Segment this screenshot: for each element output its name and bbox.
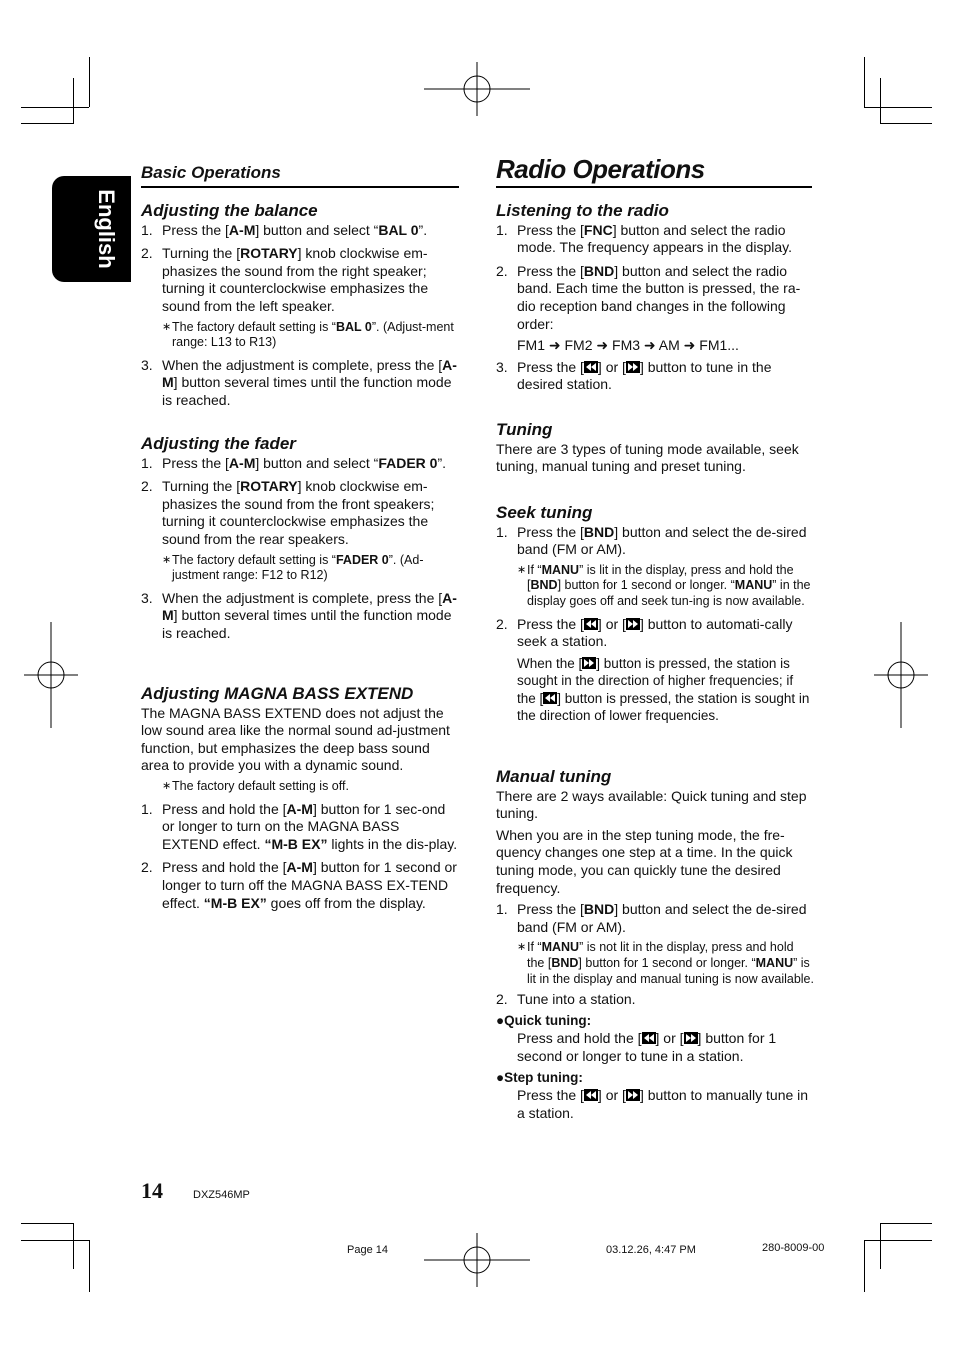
- text: The factory default setting is “: [172, 319, 336, 334]
- crop-mark: [880, 78, 881, 124]
- text: Press the [: [517, 1087, 584, 1104]
- manual-para-1: There are 2 ways available: Quick tuning and step tuning.: [496, 787, 807, 822]
- text: Quick tuning:: [504, 1012, 592, 1028]
- list-item: [141, 801, 459, 854]
- list-item: [496, 263, 814, 333]
- text: Press the [: [517, 901, 584, 918]
- button-name: A-M: [286, 859, 313, 876]
- button-name: A-M: [228, 454, 256, 471]
- crop-mark: [21, 107, 89, 108]
- tuning-section: [496, 421, 814, 480]
- button-name: A-M: [162, 356, 457, 391]
- rewind-icon: [584, 361, 598, 373]
- balance-section: [141, 202, 459, 414]
- crop-mark: [21, 1223, 73, 1224]
- text: When the adjustment is complete, press the [: [162, 589, 443, 606]
- text: ”.: [418, 221, 428, 238]
- quick-tuning-text: [496, 1030, 814, 1065]
- setting-name: BAL 0: [378, 221, 419, 238]
- note: [517, 940, 814, 987]
- step-number: 1.: [141, 800, 153, 817]
- manual-heading: Manual tuning: [496, 767, 612, 786]
- listening-section: [496, 202, 814, 398]
- listening-heading: Listening to the radio: [496, 201, 669, 220]
- section-rule: [141, 186, 459, 188]
- text: ] button to manually tune in a station.: [517, 1087, 809, 1121]
- display-text: MANU: [541, 562, 580, 577]
- list-item: [496, 616, 814, 651]
- step-number: 2.: [496, 615, 508, 632]
- step-number: 1.: [141, 454, 153, 471]
- text: ] or [: [597, 358, 626, 375]
- text: Tune into a station.: [517, 991, 636, 1008]
- button-name: ROTARY: [240, 245, 298, 262]
- button-name: A-M: [286, 800, 313, 817]
- text: ] button is pressed, the station is sought in the direction of lower frequencies.: [517, 690, 810, 724]
- text: Press and hold the [: [162, 859, 287, 876]
- button-name: BND: [551, 955, 579, 970]
- step-number: 1.: [141, 221, 153, 238]
- list-item: [141, 455, 459, 473]
- text: ] button several times until the function mode is reached.: [162, 374, 452, 408]
- text: ] button and select the de-sired band (FM or AM).: [517, 523, 807, 558]
- text: Press the [: [517, 615, 584, 632]
- display-text: MANU: [734, 578, 773, 593]
- registration-mark: [424, 62, 530, 116]
- text: When the [: [517, 655, 583, 671]
- button-name: BND: [530, 578, 558, 593]
- button-name: A-M: [228, 221, 256, 238]
- text: If “: [527, 940, 542, 955]
- button-name: ROTARY: [240, 478, 298, 495]
- title-rule: [496, 186, 812, 188]
- step-number: 1.: [496, 221, 508, 238]
- button-name: BND: [583, 901, 615, 918]
- text: ] or [: [597, 615, 626, 632]
- note: [162, 779, 459, 795]
- band-order: FM1 ➜ FM2 ➜ FM3 ➜ AM ➜ FM1...: [517, 337, 739, 354]
- list-item: [141, 222, 459, 240]
- fast-forward-icon: [626, 618, 640, 630]
- crop-mark: [880, 1223, 932, 1224]
- step-number: 2.: [141, 245, 153, 262]
- crop-mark: [21, 123, 73, 124]
- rewind-icon: [584, 618, 598, 630]
- crop-mark: [864, 57, 865, 107]
- display-text: MANU: [755, 955, 794, 970]
- text: ] button for 1 second or longer. “: [557, 578, 735, 593]
- bass-heading: Adjusting MAGNA BASS EXTEND: [141, 684, 414, 703]
- step-number: 1.: [496, 901, 508, 918]
- page-number: 14: [141, 1178, 163, 1203]
- seek-heading: Seek tuning: [496, 503, 593, 522]
- button-name: BND: [583, 262, 615, 279]
- left-column: [141, 160, 459, 183]
- setting-name: FADER 0: [335, 552, 389, 567]
- step-number: 1.: [496, 523, 508, 540]
- text: ] button and select the radio mode. The frequency appears in the display.: [517, 221, 792, 256]
- text: goes off from the display.: [266, 894, 426, 911]
- crop-mark: [864, 1240, 932, 1241]
- crop-mark: [864, 1240, 865, 1292]
- text: Press the [: [517, 358, 584, 375]
- list-item: [141, 590, 459, 643]
- crop-mark: [73, 78, 74, 124]
- tuning-text: There are 3 types of tuning mode available, seek tuning, manual tuning and preset tuning.: [496, 440, 799, 475]
- manual-section: [496, 768, 814, 1122]
- rewind-icon: [584, 1089, 598, 1101]
- setting-name: BAL 0: [335, 319, 372, 334]
- asterisk-icon: ∗: [162, 553, 172, 566]
- fast-forward-icon: [626, 1089, 640, 1101]
- text: ] button for 1 sec-ond or longer to turn on the MAGNA BASS EXTEND effect.: [162, 800, 446, 852]
- text: The factory default setting is “: [172, 552, 336, 567]
- list-item: [141, 859, 459, 912]
- bullet-icon: ●: [496, 1012, 505, 1028]
- text: ] button and select the de-sired band (FM or AM).: [517, 901, 807, 935]
- text: Turning the [: [162, 245, 241, 262]
- step-number: 3.: [141, 356, 153, 373]
- text: Press and hold the [: [517, 1030, 642, 1047]
- step-number: 2.: [496, 262, 508, 279]
- fast-forward-icon: [626, 361, 640, 373]
- quick-tuning-label: [496, 1013, 814, 1029]
- text: ] button several times until the function mode is reached.: [162, 607, 452, 641]
- text: ] button is pressed, the station is sought in the direction of higher frequencies; if the [: [517, 655, 794, 706]
- text: Turning the [: [162, 478, 241, 495]
- rewind-icon: [642, 1032, 656, 1044]
- text: ] button and select “: [255, 221, 379, 238]
- text: ] button for 1 second or longer to turn off the MAGNA BASS EX-TEND effect.: [162, 859, 457, 911]
- display-text: “M-B EX”: [203, 894, 267, 911]
- list-item: [141, 357, 459, 410]
- text: ” is lit in the display, press and hold the [: [527, 562, 794, 593]
- text: ” is lit in the display and manual tuning is now available.: [527, 955, 814, 986]
- step-number: 2.: [496, 991, 508, 1008]
- balance-heading: Adjusting the balance: [141, 201, 318, 220]
- list-item: [141, 245, 459, 315]
- bullet-icon: ●: [496, 1069, 505, 1085]
- fast-forward-icon: [582, 657, 596, 669]
- list-item: [141, 478, 459, 548]
- text: Press and hold the [: [162, 800, 287, 817]
- text: ] button for 1 second or longer to tune in a station.: [517, 1030, 777, 1064]
- step-number: 3.: [496, 358, 508, 375]
- asterisk-icon: ∗: [517, 941, 527, 954]
- crop-mark: [864, 107, 932, 108]
- setting-name: FADER 0: [378, 454, 438, 471]
- step-number: 3.: [141, 589, 153, 606]
- text: ] button and select “: [255, 454, 379, 471]
- page-title: Radio Operations: [496, 154, 705, 184]
- crop-mark: [21, 1240, 89, 1241]
- text: When the adjustment is complete, press the [: [162, 356, 443, 373]
- text: Press the [: [517, 221, 584, 238]
- language-tab: [52, 176, 131, 282]
- list-item: [496, 524, 814, 559]
- crop-mark: [73, 1223, 74, 1269]
- note: [162, 320, 459, 351]
- text: ] or [: [655, 1030, 684, 1047]
- tuning-heading: Tuning: [496, 420, 553, 439]
- crop-mark: [880, 1223, 881, 1269]
- list-item: [496, 901, 814, 936]
- text: Press the [: [517, 523, 584, 540]
- print-datetime: 03.12.26, 4:47 PM: [606, 1244, 696, 1256]
- seek-section: [496, 504, 814, 725]
- asterisk-icon: ∗: [162, 779, 172, 792]
- text: ”.: [437, 454, 447, 471]
- list-item: [496, 991, 814, 1009]
- language-tab-label: English: [94, 189, 119, 269]
- text: ] button to tune in the desired station.: [517, 358, 772, 393]
- text: ” is not lit in the display, press and hold the [: [527, 940, 794, 970]
- list-item: [496, 222, 814, 257]
- step-number: 2.: [141, 859, 153, 876]
- note: [517, 563, 814, 610]
- rewind-icon: [543, 692, 557, 704]
- registration-mark: [24, 622, 78, 728]
- text: Step tuning:: [504, 1069, 583, 1085]
- crop-mark: [89, 1240, 90, 1292]
- text: The factory default setting is off.: [172, 778, 349, 793]
- registration-mark: [424, 1233, 530, 1287]
- asterisk-icon: ∗: [517, 563, 527, 576]
- asterisk-icon: ∗: [162, 320, 172, 333]
- button-name: FNC: [583, 221, 613, 238]
- text: ] knob clockwise em-phasizes the sound from the right speaker; turning it counterclockwise emphasizes the sound from the left speaker.: [162, 245, 429, 314]
- text: Press the [: [517, 262, 584, 279]
- note: [162, 553, 459, 584]
- bass-intro: The MAGNA BASS EXTEND does not adjust the low sound area like the normal sound ad-justment function, but emphasizes the deep bass sound area to provide you with a dynamic sound.: [141, 704, 450, 774]
- seek-detail: [496, 655, 814, 725]
- step-tuning-label: [496, 1070, 814, 1086]
- text: ” in the display goes off and seek tun-ing is now available.: [527, 578, 811, 608]
- text: ] button for 1 second or longer. “: [578, 955, 756, 970]
- text: lights in the dis-play.: [327, 835, 458, 852]
- button-name: BND: [583, 523, 615, 540]
- print-page-label: Page 14: [347, 1244, 388, 1256]
- manual-para-2: When you are in the step tuning mode, the fre-quency changes one step at a time. In the quick tuning mode, you can quickly tune the desired frequency.: [496, 826, 793, 896]
- text: ] button and select the radio band. Each time the button is pressed, the ra-dio reception band changes in the following order:: [517, 262, 801, 332]
- fast-forward-icon: [684, 1032, 698, 1044]
- text: Press the [: [162, 454, 229, 471]
- crop-mark: [880, 123, 932, 124]
- print-code: 280-8009-00: [762, 1242, 825, 1254]
- button-name: A-M: [162, 589, 457, 624]
- text: ”. (Ad-justment range: F12 to R12): [172, 552, 424, 583]
- text: ] or [: [597, 1087, 626, 1104]
- display-text: “M-B EX”: [264, 835, 328, 852]
- text: ] knob clockwise em-phasizes the sound from the front speakers; turning it counterclockwise emphasizes the sound from the rear speakers.: [162, 478, 435, 547]
- step-tuning-text: [496, 1087, 814, 1122]
- step-number: 2.: [141, 478, 153, 495]
- section-heading: Basic Operations: [141, 163, 281, 182]
- text: If “: [527, 562, 542, 577]
- text: ] button to automati-cally seek a station.: [517, 615, 793, 650]
- crop-mark: [89, 57, 90, 107]
- model-number: DXZ546MP: [193, 1189, 250, 1201]
- bass-section: [141, 685, 459, 916]
- text: Press the [: [162, 221, 229, 238]
- fader-heading: Adjusting the fader: [141, 434, 296, 453]
- list-item: [496, 359, 814, 394]
- fader-section: [141, 435, 459, 647]
- text: ”. (Adjust-ment range: L13 to R13): [172, 319, 454, 350]
- registration-mark: [874, 622, 928, 728]
- display-text: MANU: [541, 940, 580, 955]
